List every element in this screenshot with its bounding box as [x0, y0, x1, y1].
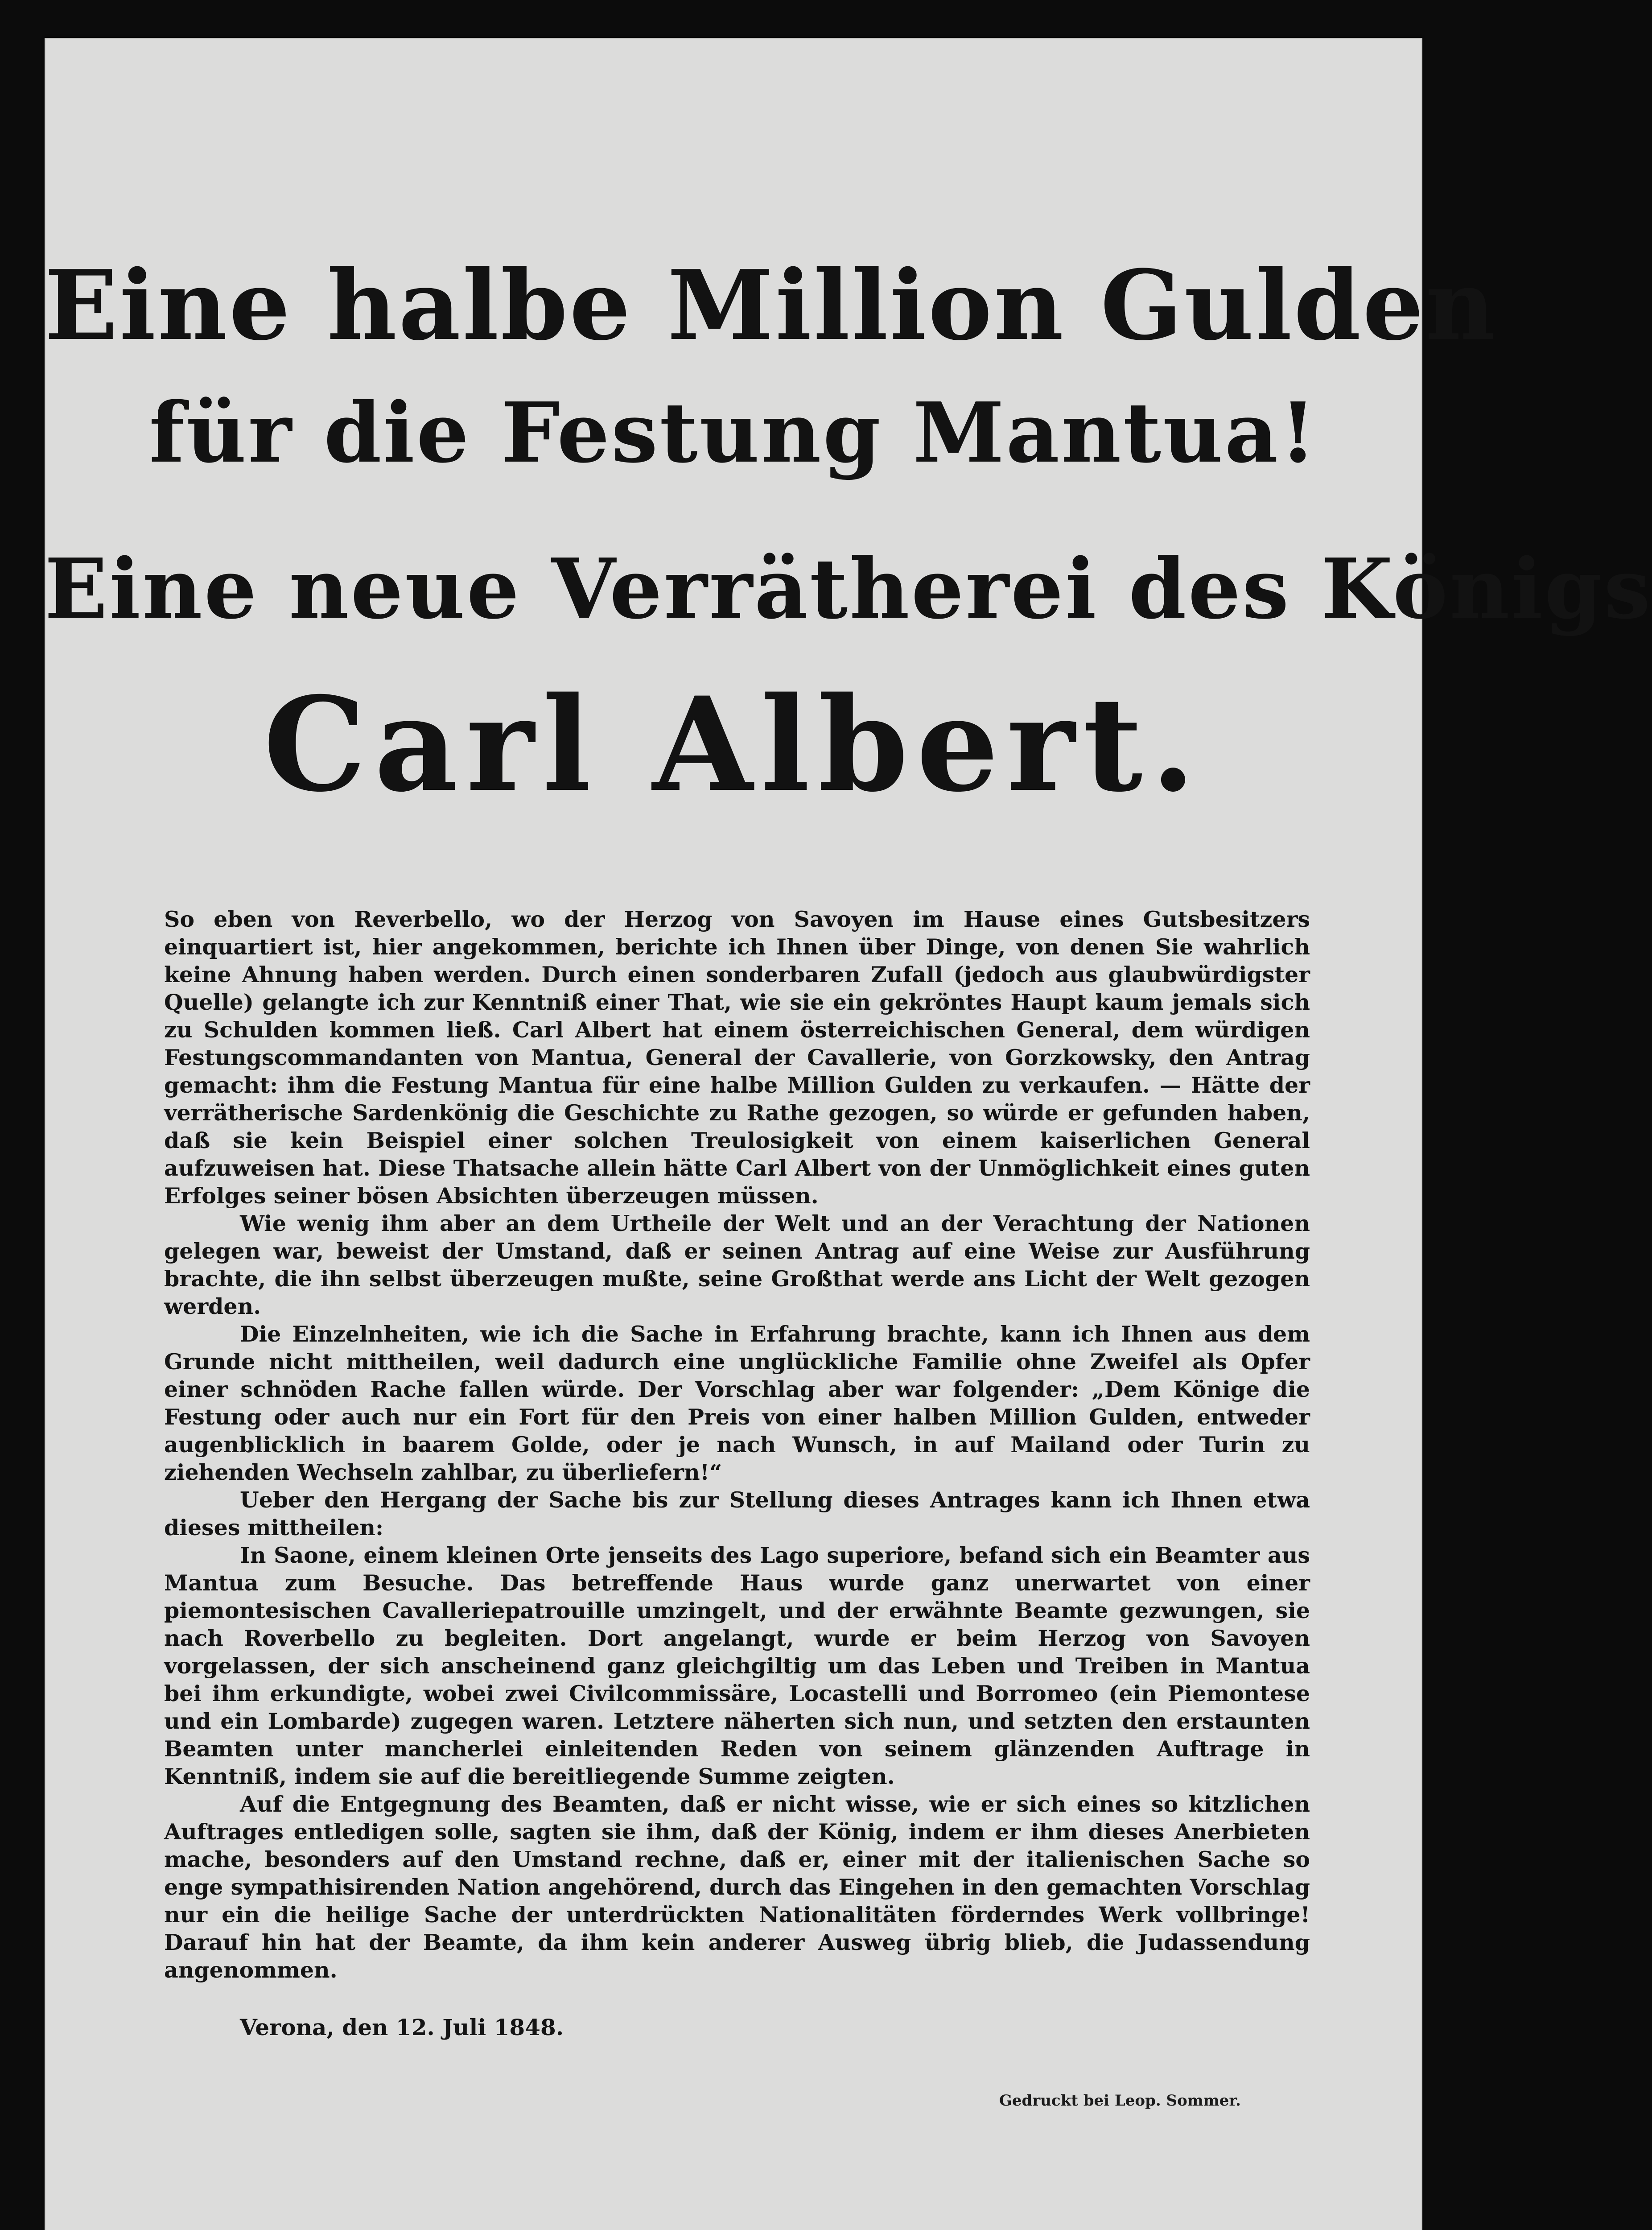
- dateline: Verona, den 12. Juli 1848.: [240, 2014, 564, 2040]
- paragraph-5: In Saone, einem kleinen Orte jenseits des Lago superiore, befand sich ein Beamter aus Mantua zum Besuche. Das betreffende Haus wurde ganz unerwartet von einer piemontesischen Cavalleriepatrouille umzingelt, und der erwähnte Beamte gezwungen, sie nach Roverbello zu begleiten. Dort angelangt, wurde er beim Herzog von Savoyen vorgelassen, der sich anscheinend ganz gleichgiltig um das Leben und Treiben in Mantua bei ihm erkundigte, wobei zwei Civilcommissäre, Locastelli und Borromeo (ein Piemontese und ein Lombarde) zugegen waren. Letztere näherten sich nun, und setzten den erstaunten Beamten unter mancherlei einleitenden Reden von seinem glänzenden Auftrage in Kenntniß, indem sie auf die bereitliegende Summe zeigten.: [164, 1542, 1310, 1789]
- paragraph-1: So eben von Reverbello, wo der Herzog von Savoyen im Hause eines Gutsbesitzers einquartiert ist, hier angekommen, berichte ich Ihnen über Dinge, von denen Sie wahrlich keine Ahnung haben werden. Durch einen sonderbaren Zufall (jedoch aus glaubwürdigster Quelle) gelangte ich zur Kenntniß einer That, wie sie ein gekröntes Haupt kaum jemals sich zu Schulden kommen ließ. Carl Albert hat einem österreichischen General, dem würdigen Festungscommandanten von Mantua, General der Cavallerie, von Gorzkowsky, den Antrag gemacht: ihm die Festung Mantua für eine halbe Million Gulden zu verkaufen. — Hätte der verrätherische Sardenkönig die Geschichte zu Rathe gezogen, so würde er gefunden haben, daß sie kein Beispiel einer solchen Treulosigkeit von einem kaiserlichen General aufzuweisen hat. Diese Thatsache allein hätte Carl Albert von der Unmöglichkeit eines guten Erfolges seiner bösen Absichten überzeugen müssen.: [164, 906, 1310, 1209]
- paragraph-6: Auf die Entgegnung des Beamten, daß er nicht wisse, wie er sich eines so kitzlichen Auftrages entledigen solle, sagten sie ihm, daß der König, indem er ihm dieses Anerbieten mache, besonders auf den Umstand rechne, daß er, einer mit der italienischen Sache so enge sympathisirenden Nation angehörend, durch das Eingehen in den gemachten Vorschlag nur ein die heilige Sache der unterdrückten Nationalitäten förderndes Werk vollbringe! Darauf hin hat der Beamte, da ihm kein anderer Ausweg übrig blieb, die Judassendung angenommen.: [164, 1791, 1310, 1983]
- headline-line-1: Eine halbe Million Gulden: [45, 249, 1497, 362]
- printer-imprint: Gedruckt bei Leop. Sommer.: [999, 2092, 1241, 2110]
- paragraph-3: Die Einzelnheiten, wie ich die Sache in Erfahrung brachte, kann ich Ihnen aus dem Grunde nicht mittheilen, weil dadurch eine unglückliche Familie ohne Zweifel als Opfer einer schnöden Rache fallen würde. Der Vorschlag aber war folgender: „Dem Könige die Festung oder auch nur ein Fort für den Preis von einer halben Million Gulden, entweder augenblicklich in baarem Golde, oder je nach Wunsch, in auf Mailand oder Turin zu ziehenden Wechseln zahlbar, zu überliefern!“: [164, 1321, 1310, 1485]
- headline-line-2: für die Festung Mantua!: [149, 384, 1318, 481]
- paragraph-4: Ueber den Hergang der Sache bis zur Stellung dieses Antrages kann ich Ihnen etwa dieses mittheilen:: [164, 1487, 1310, 1540]
- body-text: [164, 905, 1310, 1984]
- headline-line-4: Carl Albert.: [263, 669, 1204, 821]
- headline-line-3: Eine neue Verrätherei des Königs: [45, 540, 1652, 637]
- paragraph-2: Wie wenig ihm aber an dem Urtheile der Welt und an der Verachtung der Nationen gelegen war, beweist der Umstand, daß er seinen Antrag auf eine Weise zur Ausführung brachte, die ihn selbst überzeugen mußte, seine Großthat werde ans Licht der Welt gezogen werden.: [164, 1210, 1310, 1319]
- poster-sheet: [45, 38, 1652, 2230]
